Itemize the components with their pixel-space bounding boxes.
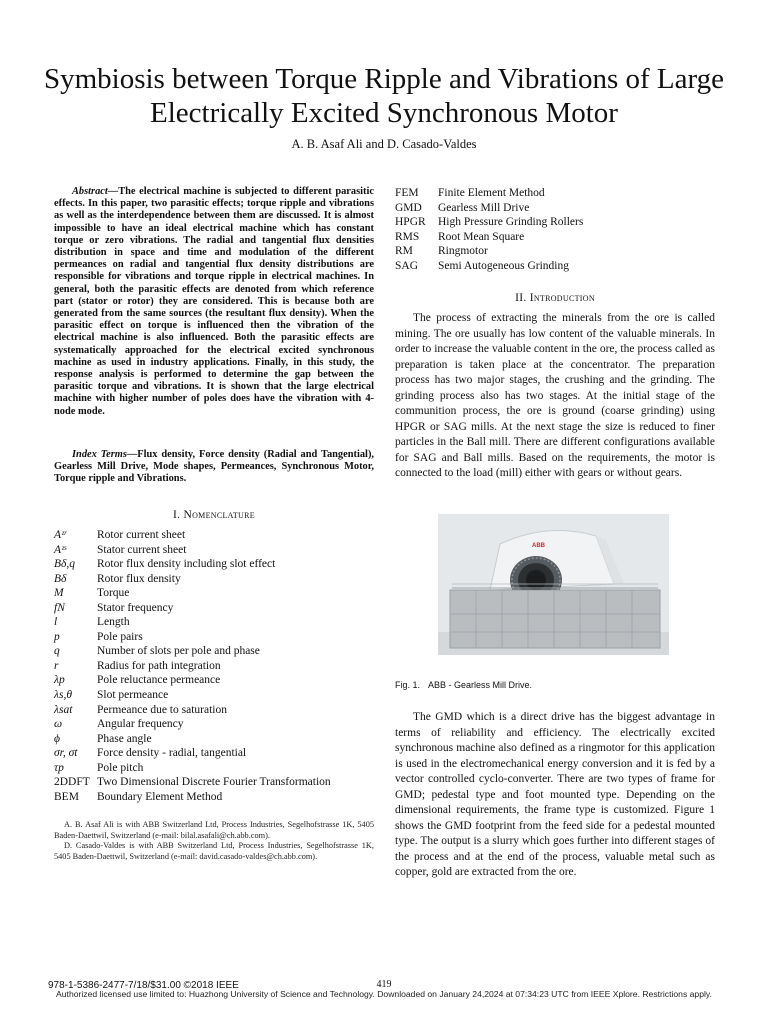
nomenclature-item — [54, 615, 374, 630]
nomenclature-item — [54, 790, 374, 805]
nomenclature-symbol: τp — [54, 761, 64, 774]
nomenclature-description: Length — [97, 616, 130, 629]
nomenclature-item — [54, 572, 374, 587]
mill-drive-illustration — [438, 514, 669, 655]
nomenclature-description: Number of slots per pole and phase — [97, 645, 260, 658]
nomenclature-item — [54, 528, 374, 543]
nomenclature-description: Pole reluctance permeance — [97, 674, 221, 687]
nomenclature-description: Radius for path integration — [97, 659, 221, 672]
abstract-lead: Abstract— — [72, 186, 119, 197]
abbreviation-description: Ringmotor — [438, 245, 488, 257]
nomenclature-item — [54, 746, 374, 761]
nomenclature-item — [54, 732, 374, 747]
nomenclature-description: Rotor current sheet — [97, 529, 186, 541]
abbreviations-list — [395, 186, 715, 273]
abbreviation-key: FEM — [395, 187, 419, 199]
nomenclature-symbol: λs,θ — [54, 689, 72, 702]
nomenclature-item — [54, 688, 374, 703]
abbreviation-key: HPGR — [395, 216, 426, 228]
nomenclature-symbol: Bδ — [54, 572, 67, 585]
nomenclature-description: Boundary Element Method — [97, 790, 223, 803]
nomenclature-symbol: r — [54, 659, 59, 672]
abbreviation-description: Finite Element Method — [438, 187, 545, 199]
footnote-2: D. Casado-Valdes is with ABB Switzerland Ltd, Process Industries, Segelhofstrasse 1K, 5405 Baden-Daettwil, Switzerland (e-mail: david.casado-valdes@ch.abb.com). — [54, 841, 374, 861]
nomenclature-item — [54, 557, 374, 572]
nomenclature-item — [54, 673, 374, 688]
nomenclature-symbol: λsat — [54, 703, 73, 716]
abbreviation-key: GMD — [395, 201, 422, 214]
license-notice: Authorized licensed use limited to: Huazhong University of Science and Technology. Downloaded on January 24,2024 at 07:34:23 UTC from IEEE Xplore. Restrictions apply. — [56, 989, 712, 999]
nomenclature-description: Rotor flux density — [97, 572, 181, 585]
nomenclature-symbol: M — [54, 587, 64, 600]
nomenclature-description: Force density - radial, tangential — [97, 747, 247, 760]
nomenclature-description: Pole pairs — [97, 630, 143, 643]
abbreviation-item — [395, 244, 715, 259]
nomenclature-description: Two Dimensional Discrete Fourier Transformation — [97, 776, 331, 789]
footnote-1: A. B. Asaf Ali is with ABB Switzerland Ltd, Process Industries, Segelhofstrasse 1K, 5405 Baden-Daettwil, Switzerland (e-mail: bilal.asafali@ch.abb.com). — [54, 820, 374, 840]
figure-gearless-mill-drive — [438, 514, 669, 655]
nomenclature-item — [54, 644, 374, 659]
nomenclature-symbol: p — [54, 630, 60, 643]
nomenclature-symbol: l — [54, 616, 58, 629]
author-footnotes — [54, 820, 374, 862]
page-number: 419 — [376, 979, 392, 990]
nomenclature-symbol: λp — [54, 674, 65, 687]
abbreviation-description: Semi Autogeneous Grinding — [438, 259, 569, 272]
nomenclature-description: Phase angle — [97, 732, 152, 745]
nomenclature-symbol: ϕ — [54, 732, 60, 745]
abbreviation-item — [395, 230, 715, 245]
nomenclature-symbol: fN — [54, 601, 65, 614]
paper-title: Symbiosis between Torque Ripple and Vibrations of Large Electrically Excited Synchronous Motor — [43, 63, 725, 129]
abbreviation-item — [395, 186, 715, 201]
nomenclature-symbol: Aᶻʳ — [54, 529, 67, 541]
nomenclature-item — [54, 761, 374, 776]
nomenclature-description: Stator current sheet — [97, 543, 187, 556]
nomenclature-item — [54, 717, 374, 732]
abbreviation-key: SAG — [395, 259, 419, 272]
nomenclature-description: Slot permeance — [97, 689, 169, 702]
abbreviation-item — [395, 259, 715, 274]
nomenclature-description: Permeance due to saturation — [97, 703, 227, 716]
nomenclature-symbol: BEM — [54, 790, 79, 803]
nomenclature-symbol: σr, σt — [54, 747, 78, 760]
nomenclature-description: Pole pitch — [97, 761, 144, 774]
nomenclature-symbol: 2DDFT — [54, 776, 90, 789]
introduction-heading: II. Introduction — [515, 292, 595, 304]
nomenclature-item — [54, 775, 374, 790]
nomenclature-description: Torque — [97, 587, 130, 600]
nomenclature-item — [54, 586, 374, 601]
nomenclature-list — [54, 528, 374, 804]
abbreviation-key: RMS — [395, 230, 420, 243]
abstract-text: The electrical machine is subjected to different parasitic effects. In this paper, two parasitic effects; torque ripple and vibrations as well as the interdependence between them are discussed. It is almost impossible to have an ideal electrical machine which has constant torque or zero vibrations. The radial and tangential flux densities distribution in space and time and modulation of the different permeances on radial and tangential flux density distributions are responsible for vibrations and torque ripple in electrical machines. In general, both the parasitic effects are denoted from which reference part (stator or rotor) they are considered. This is because both are generated from the same sources (the resultant flux density). When the parasitic effect on torque is influenced then the vibration of the electrical machine is also influenced. Both the parasitic effects are systematically approached for the electrical excited synchronous machine as used in industry applications. Finally, in this study, the response analysis is performed to determine the gap between the parasitic torque and vibrations. It is shown that the large electrical machine with higher number of poles does have the vibration with 4-node mode. — [54, 186, 374, 417]
introduction-paragraph-2: The GMD which is a direct drive has the biggest advantage in terms of reliability and efficiency. The electrically excited synchronous machine also defined as a ringmotor for this application is used in the electromechanical energy conversion and it is fed by a vector controlled cyclo-converter. There are two types of frame for GMD; pedestal type and foot mounted type. Depending on the dimensional requirements, the frame type is customized. Figure 1 shows the GMD footprint from the feed side for a pedestal mounted type. The output is a slurry which goes further into different stages of the process and at the end of the process, valuable metal such as copper, gold are extracted from the ore. — [395, 711, 715, 878]
nomenclature-symbol: Aᶻˢ — [54, 543, 67, 556]
isbn-line: 978-1-5386-2477-7/18/$31.00 ©2018 IEEE — [48, 980, 239, 991]
nomenclature-item — [54, 543, 374, 558]
abb-logo: ABB — [532, 543, 545, 549]
abbreviation-description: High Pressure Grinding Rollers — [438, 216, 584, 228]
figure-label: Fig. 1. — [395, 680, 421, 690]
authors: A. B. Asaf Ali and D. Casado-Valdes — [291, 137, 477, 151]
nomenclature-symbol: Bδ,q — [54, 558, 75, 571]
abbreviation-item — [395, 215, 715, 230]
index-terms — [54, 449, 374, 486]
nomenclature-symbol: ω — [54, 718, 63, 731]
nomenclature-item — [54, 630, 374, 645]
abbreviation-description: Root Mean Square — [438, 230, 525, 243]
abbreviation-description: Gearless Mill Drive — [438, 201, 530, 214]
abstract — [54, 186, 374, 418]
nomenclature-item — [54, 659, 374, 674]
nomenclature-symbol: q — [54, 645, 60, 658]
abbreviation-key: RM — [395, 245, 413, 257]
abbreviation-item — [395, 201, 715, 216]
figure-caption-text: ABB - Gearless Mill Drive. — [428, 680, 533, 690]
introduction-paragraph-1: The process of extracting the minerals from the ore is called mining. The ore usually has low content of the valuable minerals. In order to increase the valuable content in the ore, the process called as preparation is taken place at the concentrator. The preparation process has two major stages, the crushing and the grinding. The grinding process also has two stages. At the initial stage of the communition process, the ore is ground (coarse grinding) using HPGR or SAG mills. At the next stage the size is reduced to finer particles in the Ball mill. There are different configurations available for SAG and Ball mills. Based on the requirements, the motor is connected to the load (mill) either with gears or without gears. — [395, 312, 715, 479]
nomenclature-item — [54, 703, 374, 718]
index-terms-lead: Index Terms— — [72, 449, 138, 460]
figure-caption — [395, 680, 532, 690]
nomenclature-heading: I. Nomenclature — [173, 509, 255, 521]
nomenclature-description: Angular frequency — [97, 718, 184, 731]
nomenclature-description: Rotor flux density including slot effect — [97, 558, 276, 571]
nomenclature-description: Stator frequency — [97, 601, 174, 614]
index-terms-text: Flux density, Force density (Radial and Tangential), Gearless Mill Drive, Mode shapes, Permeances, Synchronous Motor, Torque ripple and Vibrations. — [54, 449, 374, 485]
nomenclature-item — [54, 601, 374, 616]
